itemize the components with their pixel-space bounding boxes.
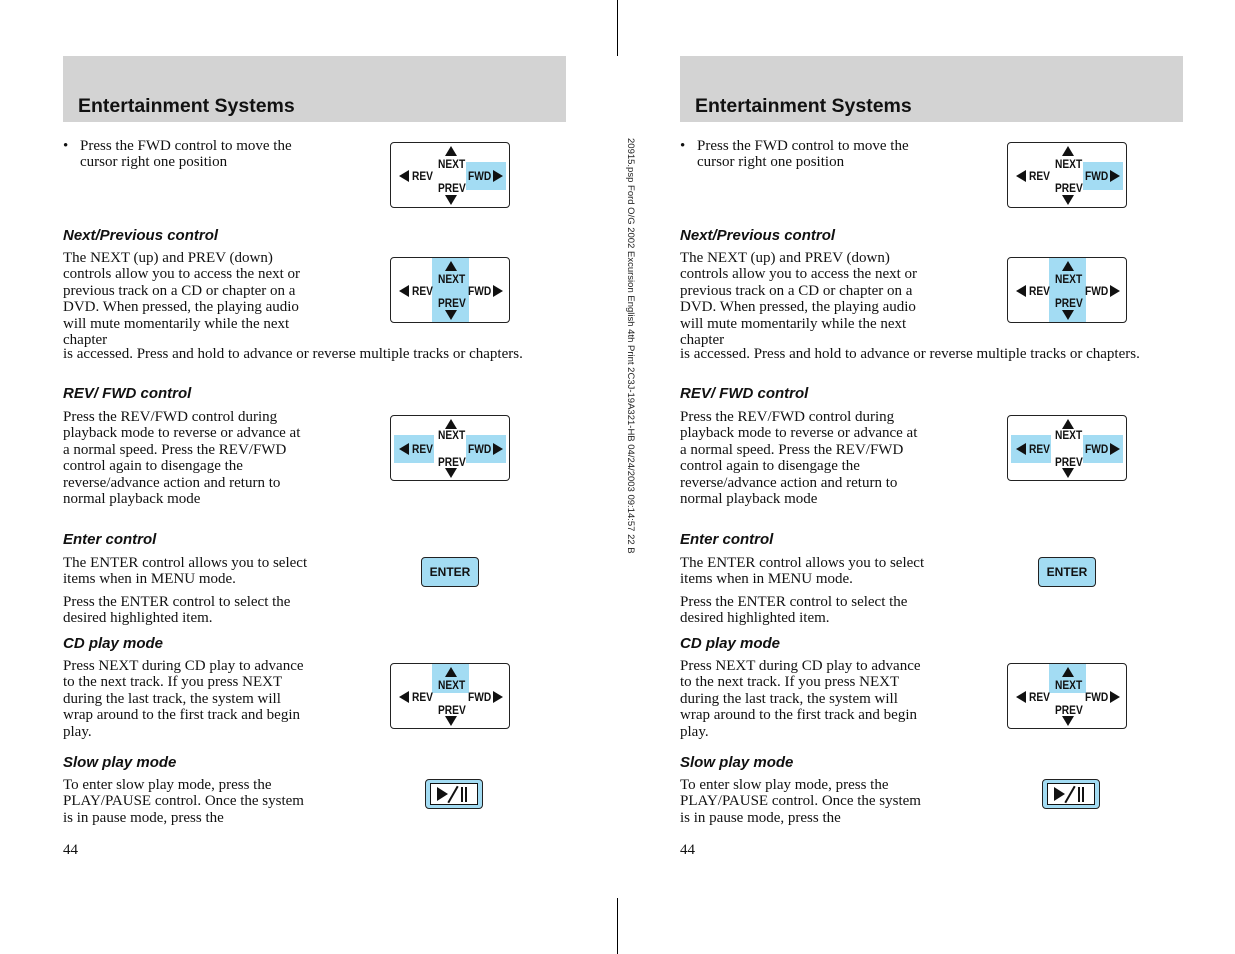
enter-body-1: The ENTER control allows you to select items when in MENU mode. [680,555,925,588]
rev-label: REV [1029,690,1050,704]
next-prev-body: The NEXT (up) and PREV (down) controls allow you to access the next or previous track on a CD or chapter on a DVD. When pressed, the playing audio will mute momentarily while the next chapter [680,250,918,349]
right-page [680,0,1190,954]
rev-fwd-body: Press the REV/FWD control during playback mode to reverse or advance at a normal speed. Press the REV/FWD control again to disengage the reverse/advance action and return to normal playback mode [680,409,918,508]
up-arrow-icon [1062,667,1074,677]
center-rule-bottom [617,898,618,954]
up-arrow-icon [445,667,457,677]
enter-button-icon [421,557,479,587]
next-label: NEXT [1055,272,1083,286]
control-pad-next-prev [390,257,510,323]
play-pause-icon [430,783,478,805]
section-header [63,56,566,122]
next-label: NEXT [438,678,466,692]
left-arrow-icon [399,443,409,455]
next-prev-heading: Next/Previous control [680,227,836,244]
slow-play-heading: Slow play mode [63,754,177,771]
next-prev-body-cont: is accessed. Press and hold to advance or reverse multiple tracks or chapters. [63,346,523,362]
control-pad-next [390,663,510,729]
rev-fwd-body: Press the REV/FWD control during playback mode to reverse or advance at a normal speed. Press the REV/FWD control again to disengage the reverse/advance action and return to normal playback mode [63,409,301,508]
enter-button-icon [1038,557,1096,587]
rev-label: REV [412,284,433,298]
next-label: NEXT [438,157,466,171]
rev-label: REV [1029,442,1050,456]
cd-play-heading: CD play mode [680,635,781,652]
control-pad-fwd [390,142,510,208]
prev-label: PREV [1055,703,1083,717]
down-arrow-icon [445,468,457,478]
print-slug [622,138,640,608]
right-arrow-icon [493,691,503,703]
rev-fwd-heading: REV/ FWD control [63,385,192,402]
next-prev-body: The NEXT (up) and PREV (down) controls allow you to access the next or previous track on a CD or chapter on a DVD. When pressed, the playing audio will mute momentarily while the next chapter [63,250,301,349]
right-arrow-icon [493,285,503,297]
prev-label: PREV [438,703,466,717]
up-arrow-icon [445,261,457,271]
down-arrow-icon [445,716,457,726]
prev-label: PREV [1055,296,1083,310]
play-pause-icon [1047,783,1095,805]
fwd-label: FWD [468,169,492,183]
right-arrow-icon [493,170,503,182]
prev-label: PREV [1055,455,1083,469]
left-arrow-icon [399,170,409,182]
play-pause-button-icon [1042,779,1100,809]
down-arrow-icon [1062,716,1074,726]
control-pad-rev-fwd [390,415,510,481]
right-arrow-icon [1110,691,1120,703]
left-arrow-icon [1016,691,1026,703]
down-arrow-icon [445,310,457,320]
prev-label: PREV [438,296,466,310]
next-prev-heading: Next/Previous control [63,227,219,244]
left-page [63,0,573,954]
play-pause-button-icon [425,779,483,809]
fwd-label: FWD [468,442,492,456]
enter-body-2: Press the ENTER control to select the desired highlighted item. [680,594,908,627]
rev-label: REV [412,169,433,183]
down-arrow-icon [1062,195,1074,205]
right-arrow-icon [493,443,503,455]
page-number: 44 [680,842,695,858]
down-arrow-icon [1062,310,1074,320]
control-pad-fwd [1007,142,1127,208]
prev-label: PREV [438,455,466,469]
section-header [680,56,1183,122]
rev-fwd-heading: REV/ FWD control [680,385,809,402]
rev-label: REV [412,690,433,704]
right-arrow-icon [1110,443,1120,455]
enter-label: ENTER [1046,565,1088,579]
enter-heading: Enter control [680,531,774,548]
up-arrow-icon [1062,261,1074,271]
next-label: NEXT [1055,157,1083,171]
up-arrow-icon [445,146,457,156]
left-arrow-icon [399,285,409,297]
fwd-label: FWD [468,690,492,704]
prev-label: PREV [438,181,466,195]
enter-body-2: Press the ENTER control to select the desired highlighted item. [63,594,291,627]
slow-play-heading: Slow play mode [680,754,794,771]
control-pad-next [1007,663,1127,729]
left-arrow-icon [1016,170,1026,182]
prev-label: PREV [1055,181,1083,195]
right-arrow-icon [1110,285,1120,297]
enter-heading: Enter control [63,531,157,548]
enter-label: ENTER [429,565,471,579]
bullet-dot: • [63,138,69,154]
cd-play-body: Press NEXT during CD play to advance to the next track. If you press NEXT during the last track, the system will wrap around to the first track and begin play. [63,658,304,740]
fwd-label: FWD [1085,169,1109,183]
next-label: NEXT [1055,428,1083,442]
rev-label: REV [412,442,433,456]
cd-play-body: Press NEXT during CD play to advance to the next track. If you press NEXT during the last track, the system will wrap around to the first track and begin play. [680,658,921,740]
fwd-label: FWD [1085,690,1109,704]
down-arrow-icon [445,195,457,205]
section-title: Entertainment Systems [695,95,912,117]
next-label: NEXT [438,272,466,286]
page-number: 44 [63,842,78,858]
fwd-bullet-text: Press the FWD control to move the cursor right one position [697,138,909,171]
right-arrow-icon [1110,170,1120,182]
fwd-label: FWD [1085,284,1109,298]
rev-label: REV [1029,284,1050,298]
center-rule-top [617,0,618,56]
left-arrow-icon [1016,443,1026,455]
fwd-bullet-text: Press the FWD control to move the cursor right one position [80,138,292,171]
print-slug-text: 20915.psp Ford O/G 2002 Excursion English 4th Print 2C3J-19A321-HB 04/24/2003 09:14:57 22 B [625,138,636,554]
left-arrow-icon [399,691,409,703]
up-arrow-icon [1062,146,1074,156]
fwd-label: FWD [1085,442,1109,456]
cd-play-heading: CD play mode [63,635,164,652]
next-prev-body-cont: is accessed. Press and hold to advance or reverse multiple tracks or chapters. [680,346,1140,362]
down-arrow-icon [1062,468,1074,478]
bullet-dot: • [680,138,686,154]
section-title: Entertainment Systems [78,95,295,117]
rev-label: REV [1029,169,1050,183]
enter-body-1: The ENTER control allows you to select items when in MENU mode. [63,555,308,588]
slow-play-body: To enter slow play mode, press the PLAY/PAUSE control. Once the system is in pause mode, press the [63,777,304,826]
next-label: NEXT [438,428,466,442]
control-pad-next-prev [1007,257,1127,323]
left-arrow-icon [1016,285,1026,297]
next-label: NEXT [1055,678,1083,692]
fwd-label: FWD [468,284,492,298]
slow-play-body: To enter slow play mode, press the PLAY/PAUSE control. Once the system is in pause mode, press the [680,777,921,826]
control-pad-rev-fwd [1007,415,1127,481]
